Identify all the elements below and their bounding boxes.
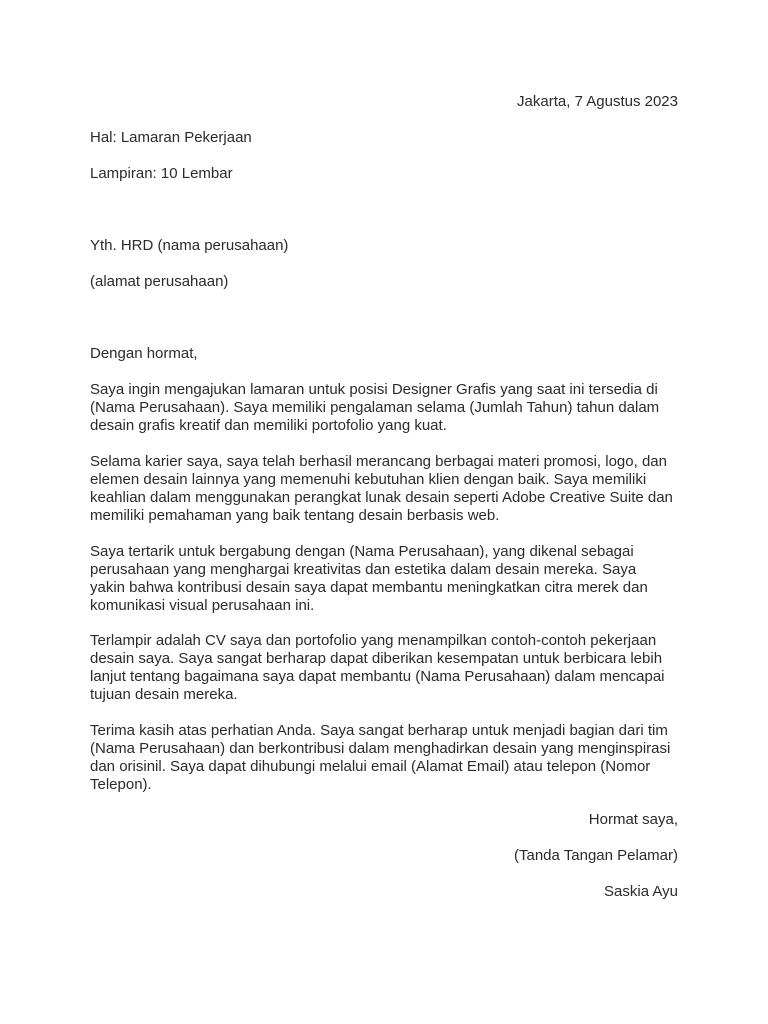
paragraph-line: Terima kasih atas perhatian Anda. Saya sangat berharap untuk menjadi bagian dari tim [90,722,668,739]
paragraph-line: Selama karier saya, saya telah berhasil merancang berbagai materi promosi, logo, dan [90,453,667,470]
paragraph-line: (Nama Perusahaan) dan berkontribusi dalam menghadirkan desain yang menginspirasi [90,740,671,757]
place-date: Jakarta, 7 Agustus 2023 [517,93,678,110]
paragraph-line: dan orisinil. Saya dapat dihubungi melalui email (Alamat Email) atau telepon (Nomor [90,758,651,775]
paragraph-line: (Nama Perusahaan). Saya memiliki pengalaman selama (Jumlah Tahun) tahun dalam [90,399,660,416]
paragraph-line: desain grafis kreatif dan memiliki portofolio yang kuat. [90,417,447,434]
paragraph-line: komunikasi visual perusahaan ini. [90,597,315,614]
attachment-line: Lampiran: 10 Lembar [90,165,233,182]
paragraph-line: Saya tertarik untuk bergabung dengan (Nama Perusahaan), yang dikenal sebagai [90,543,634,560]
body-paragraph-3 [90,543,678,615]
paragraph-line: perusahaan yang menghargai kreativitas dan estetika dalam desain mereka. Saya [90,561,637,578]
salutation: Dengan hormat, [90,345,198,362]
paragraph-line: elemen desain lainnya yang memenuhi kebutuhan klien dengan baik. Saya memiliki [90,471,647,488]
paragraph-line: tujuan desain mereka. [90,686,238,703]
paragraph-line: Saya ingin mengajukan lamaran untuk posisi Designer Grafis yang saat ini tersedia di [90,381,658,398]
body-paragraph-2 [90,453,678,525]
paragraph-line: lanjut tentang bagaimana saya dapat membantu (Nama Perusahaan) dalam mencapai [90,668,665,685]
paragraph-line: memiliki pemahaman yang baik tentang desain berbasis web. [90,507,500,524]
paragraph-line: Terlampir adalah CV saya dan portofolio yang menampilkan contoh-contoh pekerjaan [90,632,657,649]
closing: Hormat saya, [588,811,678,828]
recipient-address: (alamat perusahaan) [90,273,229,290]
letter-page [90,0,678,1024]
body-paragraph-4 [90,632,678,704]
paragraph-line: desain saya. Saya sangat berharap dapat diberikan kesempatan untuk berbicara lebih [90,650,663,667]
body-paragraph-1 [90,381,678,435]
recipient-line: Yth. HRD (nama perusahaan) [90,237,289,254]
paragraph-line: Telepon). [90,776,152,793]
applicant-name: Saskia Ayu [604,883,678,900]
signature-placeholder: (Tanda Tangan Pelamar) [514,847,678,864]
body-paragraph-5 [90,722,678,794]
paragraph-line: keahlian dalam menggunakan perangkat lunak desain seperti Adobe Creative Suite dan [90,489,673,506]
subject-line: Hal: Lamaran Pekerjaan [90,129,252,146]
paragraph-line: yakin bahwa kontribusi desain saya dapat membantu meningkatkan citra merek dan [90,579,648,596]
